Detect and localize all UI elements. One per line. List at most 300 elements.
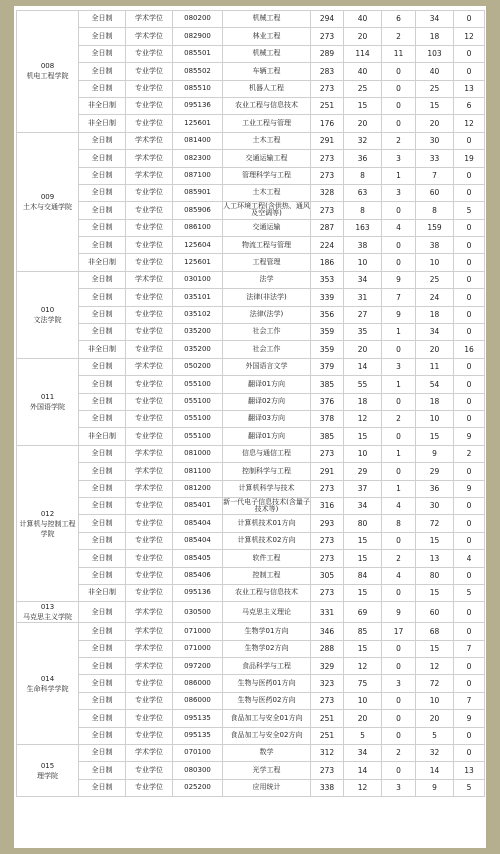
college-name: 外国语学院 xyxy=(30,402,65,411)
college-code: 013 xyxy=(40,603,55,612)
major-name: 控制工程 xyxy=(223,567,311,584)
exempt-count: 0 xyxy=(382,115,416,132)
score-line: 224 xyxy=(311,237,344,254)
major-name: 机械工程 xyxy=(223,45,311,62)
major-name: 翻译03方向 xyxy=(223,410,311,427)
major-code: 095135 xyxy=(173,727,223,744)
major-code: 030500 xyxy=(173,602,223,623)
table-row xyxy=(17,640,485,657)
transfer-count: 0 xyxy=(454,63,485,80)
exam-count: 18 xyxy=(416,393,454,410)
exempt-count: 0 xyxy=(382,393,416,410)
study-mode: 全日制 xyxy=(79,532,126,549)
plan-count: 10 xyxy=(344,445,382,462)
major-name: 法律(法学) xyxy=(223,306,311,323)
table-row xyxy=(17,779,485,796)
score-line: 273 xyxy=(311,80,344,97)
degree-type: 专业学位 xyxy=(126,341,173,358)
exam-count: 5 xyxy=(416,727,454,744)
score-line: 273 xyxy=(311,28,344,45)
plan-count: 80 xyxy=(344,515,382,532)
transfer-count: 0 xyxy=(454,745,485,762)
exam-count: 18 xyxy=(416,306,454,323)
exam-count: 10 xyxy=(416,410,454,427)
exam-count: 60 xyxy=(416,184,454,201)
transfer-count: 0 xyxy=(454,45,485,62)
exempt-count: 0 xyxy=(382,640,416,657)
plan-count: 63 xyxy=(344,184,382,201)
table-row xyxy=(17,463,485,480)
degree-type: 专业学位 xyxy=(126,584,173,601)
plan-count: 31 xyxy=(344,289,382,306)
exempt-count: 0 xyxy=(382,658,416,675)
study-mode: 全日制 xyxy=(79,237,126,254)
score-line: 273 xyxy=(311,202,344,219)
major-name: 物流工程与管理 xyxy=(223,237,311,254)
major-code: 085406 xyxy=(173,567,223,584)
degree-type: 专业学位 xyxy=(126,202,173,219)
score-line: 251 xyxy=(311,727,344,744)
exempt-count: 8 xyxy=(382,515,416,532)
table-row xyxy=(17,445,485,462)
table-row xyxy=(17,550,485,567)
major-name: 社会工作 xyxy=(223,324,311,341)
major-code: 070100 xyxy=(173,745,223,762)
score-line: 385 xyxy=(311,376,344,393)
table-row xyxy=(17,727,485,744)
score-line: 338 xyxy=(311,779,344,796)
major-code: 087100 xyxy=(173,167,223,184)
major-name: 法学 xyxy=(223,271,311,288)
plan-count: 84 xyxy=(344,567,382,584)
exempt-count: 0 xyxy=(382,63,416,80)
table-row xyxy=(17,762,485,779)
major-name: 马克思主义理论 xyxy=(223,602,311,623)
exam-count: 68 xyxy=(416,623,454,640)
major-code: 035200 xyxy=(173,341,223,358)
major-code: 081000 xyxy=(173,445,223,462)
degree-type: 专业学位 xyxy=(126,254,173,271)
degree-type: 学术学位 xyxy=(126,11,173,28)
major-code: 085404 xyxy=(173,515,223,532)
exam-count: 15 xyxy=(416,640,454,657)
degree-type: 学术学位 xyxy=(126,658,173,675)
transfer-count: 0 xyxy=(454,324,485,341)
transfer-count: 0 xyxy=(454,463,485,480)
degree-type: 学术学位 xyxy=(126,745,173,762)
major-code: 082300 xyxy=(173,150,223,167)
degree-type: 专业学位 xyxy=(126,63,173,80)
college-code: 009 xyxy=(40,192,55,201)
exempt-count: 0 xyxy=(382,710,416,727)
degree-type: 学术学位 xyxy=(126,445,173,462)
exempt-count: 0 xyxy=(382,762,416,779)
score-line: 291 xyxy=(311,132,344,149)
major-code: 085501 xyxy=(173,45,223,62)
exempt-count: 0 xyxy=(382,532,416,549)
score-line: 294 xyxy=(311,11,344,28)
study-mode: 全日制 xyxy=(79,167,126,184)
major-code: 095135 xyxy=(173,710,223,727)
major-name: 管理科学与工程 xyxy=(223,167,311,184)
plan-count: 12 xyxy=(344,658,382,675)
plan-count: 20 xyxy=(344,115,382,132)
exam-count: 25 xyxy=(416,80,454,97)
transfer-count: 0 xyxy=(454,675,485,692)
exempt-count: 0 xyxy=(382,202,416,219)
score-line: 273 xyxy=(311,150,344,167)
degree-type: 学术学位 xyxy=(126,480,173,497)
college-code: 010 xyxy=(40,305,55,314)
exempt-count: 1 xyxy=(382,445,416,462)
degree-type: 学术学位 xyxy=(126,150,173,167)
exempt-count: 0 xyxy=(382,97,416,114)
major-code: 080300 xyxy=(173,762,223,779)
major-code: 125601 xyxy=(173,254,223,271)
study-mode: 全日制 xyxy=(79,271,126,288)
study-mode: 全日制 xyxy=(79,219,126,236)
study-mode: 全日制 xyxy=(79,675,126,692)
college-cell xyxy=(17,602,79,623)
table-row xyxy=(17,480,485,497)
major-code: 030100 xyxy=(173,271,223,288)
plan-count: 5 xyxy=(344,727,382,744)
study-mode: 全日制 xyxy=(79,762,126,779)
table-row xyxy=(17,271,485,288)
transfer-count: 9 xyxy=(454,710,485,727)
exempt-count: 0 xyxy=(382,237,416,254)
table-row xyxy=(17,393,485,410)
major-code: 025200 xyxy=(173,779,223,796)
table-row xyxy=(17,692,485,709)
plan-count: 75 xyxy=(344,675,382,692)
plan-count: 40 xyxy=(344,63,382,80)
exam-count: 54 xyxy=(416,376,454,393)
degree-type: 学术学位 xyxy=(126,167,173,184)
college-code: 012 xyxy=(40,509,55,518)
exam-count: 11 xyxy=(416,358,454,375)
table-row xyxy=(17,132,485,149)
table-row xyxy=(17,45,485,62)
transfer-count: 12 xyxy=(454,115,485,132)
college-code: 008 xyxy=(40,62,55,71)
score-line: 291 xyxy=(311,463,344,480)
degree-type: 专业学位 xyxy=(126,289,173,306)
degree-type: 专业学位 xyxy=(126,567,173,584)
transfer-count: 0 xyxy=(454,184,485,201)
degree-type: 专业学位 xyxy=(126,710,173,727)
score-line: 356 xyxy=(311,306,344,323)
exam-count: 9 xyxy=(416,445,454,462)
plan-count: 34 xyxy=(344,497,382,514)
exempt-count: 11 xyxy=(382,45,416,62)
exempt-count: 0 xyxy=(382,254,416,271)
major-code: 035101 xyxy=(173,289,223,306)
major-name: 生物学02方向 xyxy=(223,640,311,657)
major-code: 095136 xyxy=(173,97,223,114)
transfer-count: 0 xyxy=(454,410,485,427)
study-mode: 全日制 xyxy=(79,658,126,675)
exempt-count: 4 xyxy=(382,219,416,236)
exam-count: 34 xyxy=(416,324,454,341)
study-mode: 全日制 xyxy=(79,80,126,97)
table-row xyxy=(17,675,485,692)
major-code: 085401 xyxy=(173,497,223,514)
table-row xyxy=(17,219,485,236)
transfer-count: 0 xyxy=(454,289,485,306)
major-name: 车辆工程 xyxy=(223,63,311,80)
score-line: 293 xyxy=(311,515,344,532)
score-line: 287 xyxy=(311,219,344,236)
plan-count: 10 xyxy=(344,254,382,271)
major-name: 土木工程 xyxy=(223,184,311,201)
exam-count: 36 xyxy=(416,480,454,497)
table-row xyxy=(17,63,485,80)
major-code: 085502 xyxy=(173,63,223,80)
major-name: 机器人工程 xyxy=(223,80,311,97)
table-row xyxy=(17,376,485,393)
degree-type: 专业学位 xyxy=(126,428,173,445)
degree-type: 专业学位 xyxy=(126,393,173,410)
table-row xyxy=(17,11,485,28)
transfer-count: 0 xyxy=(454,167,485,184)
exam-count: 15 xyxy=(416,532,454,549)
major-name: 翻译01方向 xyxy=(223,428,311,445)
score-line: 359 xyxy=(311,324,344,341)
degree-type: 专业学位 xyxy=(126,184,173,201)
major-code: 085404 xyxy=(173,532,223,549)
exam-count: 80 xyxy=(416,567,454,584)
study-mode: 非全日制 xyxy=(79,254,126,271)
exempt-count: 1 xyxy=(382,324,416,341)
exam-count: 10 xyxy=(416,254,454,271)
major-name: 农业工程与信息技术 xyxy=(223,584,311,601)
degree-type: 学术学位 xyxy=(126,623,173,640)
degree-type: 学术学位 xyxy=(126,463,173,480)
plan-count: 32 xyxy=(344,132,382,149)
major-name: 交通运输工程 xyxy=(223,150,311,167)
degree-type: 专业学位 xyxy=(126,515,173,532)
transfer-count: 0 xyxy=(454,602,485,623)
transfer-count: 12 xyxy=(454,28,485,45)
major-code: 081200 xyxy=(173,480,223,497)
document-page xyxy=(14,6,486,848)
plan-count: 69 xyxy=(344,602,382,623)
plan-count: 12 xyxy=(344,779,382,796)
study-mode: 全日制 xyxy=(79,358,126,375)
exempt-count: 2 xyxy=(382,410,416,427)
table-row xyxy=(17,710,485,727)
major-name: 翻译01方向 xyxy=(223,376,311,393)
major-code: 085901 xyxy=(173,184,223,201)
major-name: 食品加工与安全02方向 xyxy=(223,727,311,744)
study-mode: 全日制 xyxy=(79,11,126,28)
transfer-count: 0 xyxy=(454,532,485,549)
study-mode: 全日制 xyxy=(79,602,126,623)
table-row xyxy=(17,97,485,114)
major-code: 071000 xyxy=(173,623,223,640)
plan-count: 37 xyxy=(344,480,382,497)
exempt-count: 3 xyxy=(382,150,416,167)
degree-type: 专业学位 xyxy=(126,762,173,779)
exam-count: 29 xyxy=(416,463,454,480)
plan-count: 15 xyxy=(344,584,382,601)
transfer-count: 4 xyxy=(454,550,485,567)
score-line: 353 xyxy=(311,271,344,288)
table-row xyxy=(17,745,485,762)
exam-count: 34 xyxy=(416,11,454,28)
college-code: 011 xyxy=(40,392,55,401)
score-line: 273 xyxy=(311,550,344,567)
table-row xyxy=(17,289,485,306)
major-name: 新一代电子信息技术(含量子技术等) xyxy=(223,497,310,514)
study-mode: 全日制 xyxy=(79,393,126,410)
plan-count: 15 xyxy=(344,640,382,657)
exam-count: 14 xyxy=(416,762,454,779)
major-name: 法律(非法学) xyxy=(223,289,311,306)
study-mode: 非全日制 xyxy=(79,97,126,114)
exempt-count: 0 xyxy=(382,463,416,480)
study-mode: 非全日制 xyxy=(79,428,126,445)
study-mode: 非全日制 xyxy=(79,115,126,132)
degree-type: 专业学位 xyxy=(126,80,173,97)
major-code: 085405 xyxy=(173,550,223,567)
major-code: 085510 xyxy=(173,80,223,97)
exam-count: 38 xyxy=(416,237,454,254)
college-name: 土木与交通学院 xyxy=(23,202,72,211)
score-line: 305 xyxy=(311,567,344,584)
table-row xyxy=(17,410,485,427)
plan-count: 15 xyxy=(344,428,382,445)
major-name: 农业工程与信息技术 xyxy=(223,97,311,114)
plan-count: 114 xyxy=(344,45,382,62)
study-mode: 全日制 xyxy=(79,150,126,167)
transfer-count: 2 xyxy=(454,445,485,462)
score-line: 359 xyxy=(311,341,344,358)
exempt-count: 0 xyxy=(382,341,416,358)
study-mode: 非全日制 xyxy=(79,341,126,358)
score-line: 251 xyxy=(311,97,344,114)
major-code: 071000 xyxy=(173,640,223,657)
table-row xyxy=(17,341,485,358)
transfer-count: 0 xyxy=(454,727,485,744)
transfer-count: 0 xyxy=(454,237,485,254)
exempt-count: 0 xyxy=(382,692,416,709)
table-row xyxy=(17,515,485,532)
score-line: 329 xyxy=(311,658,344,675)
transfer-count: 0 xyxy=(454,567,485,584)
transfer-count: 0 xyxy=(454,623,485,640)
major-name: 土木工程 xyxy=(223,132,311,149)
exempt-count: 9 xyxy=(382,602,416,623)
exempt-count: 1 xyxy=(382,167,416,184)
degree-type: 学术学位 xyxy=(126,132,173,149)
plan-count: 15 xyxy=(344,97,382,114)
major-code: 081400 xyxy=(173,132,223,149)
table-row xyxy=(17,254,485,271)
major-name: 机械工程 xyxy=(223,11,311,28)
study-mode: 全日制 xyxy=(79,202,126,219)
transfer-count: 0 xyxy=(454,497,485,514)
exam-count: 159 xyxy=(416,219,454,236)
exam-count: 24 xyxy=(416,289,454,306)
table-row xyxy=(17,202,485,219)
college-cell xyxy=(17,358,79,445)
major-code: 081100 xyxy=(173,463,223,480)
exam-count: 12 xyxy=(416,658,454,675)
major-code: 035102 xyxy=(173,306,223,323)
score-line: 273 xyxy=(311,762,344,779)
transfer-count: 16 xyxy=(454,341,485,358)
plan-count: 20 xyxy=(344,710,382,727)
major-code: 080200 xyxy=(173,11,223,28)
exam-count: 72 xyxy=(416,515,454,532)
study-mode: 全日制 xyxy=(79,28,126,45)
study-mode: 全日制 xyxy=(79,324,126,341)
major-name: 应用统计 xyxy=(223,779,311,796)
transfer-count: 5 xyxy=(454,779,485,796)
degree-type: 专业学位 xyxy=(126,497,173,514)
major-name: 社会工作 xyxy=(223,341,311,358)
plan-count: 38 xyxy=(344,237,382,254)
major-name: 外国语言文学 xyxy=(223,358,311,375)
college-name: 生命科学学院 xyxy=(26,684,69,693)
score-line: 378 xyxy=(311,410,344,427)
plan-count: 35 xyxy=(344,324,382,341)
study-mode: 全日制 xyxy=(79,445,126,462)
exempt-count: 3 xyxy=(382,358,416,375)
score-line: 283 xyxy=(311,63,344,80)
major-name: 光学工程 xyxy=(223,762,311,779)
score-line: 273 xyxy=(311,584,344,601)
transfer-count: 0 xyxy=(454,393,485,410)
major-name: 食品加工与安全01方向 xyxy=(223,710,311,727)
major-name: 工程管理 xyxy=(223,254,311,271)
degree-type: 专业学位 xyxy=(126,675,173,692)
score-line: 385 xyxy=(311,428,344,445)
major-name: 软件工程 xyxy=(223,550,311,567)
exempt-count: 3 xyxy=(382,675,416,692)
degree-type: 专业学位 xyxy=(126,115,173,132)
table-row xyxy=(17,324,485,341)
table-row xyxy=(17,602,485,623)
table-row xyxy=(17,497,485,514)
score-line: 323 xyxy=(311,675,344,692)
table-row xyxy=(17,306,485,323)
degree-type: 专业学位 xyxy=(126,97,173,114)
exempt-count: 4 xyxy=(382,497,416,514)
plan-count: 34 xyxy=(344,271,382,288)
study-mode: 全日制 xyxy=(79,184,126,201)
college-cell xyxy=(17,132,79,271)
plan-count: 14 xyxy=(344,358,382,375)
transfer-count: 5 xyxy=(454,584,485,601)
exam-count: 8 xyxy=(416,202,454,219)
score-line: 289 xyxy=(311,45,344,62)
degree-type: 专业学位 xyxy=(126,727,173,744)
exam-count: 7 xyxy=(416,167,454,184)
transfer-count: 13 xyxy=(454,762,485,779)
exempt-count: 0 xyxy=(382,727,416,744)
transfer-count: 0 xyxy=(454,271,485,288)
study-mode: 全日制 xyxy=(79,289,126,306)
transfer-count: 7 xyxy=(454,692,485,709)
score-line: 273 xyxy=(311,480,344,497)
transfer-count: 6 xyxy=(454,97,485,114)
transfer-count: 0 xyxy=(454,219,485,236)
college-cell xyxy=(17,11,79,133)
degree-type: 专业学位 xyxy=(126,306,173,323)
